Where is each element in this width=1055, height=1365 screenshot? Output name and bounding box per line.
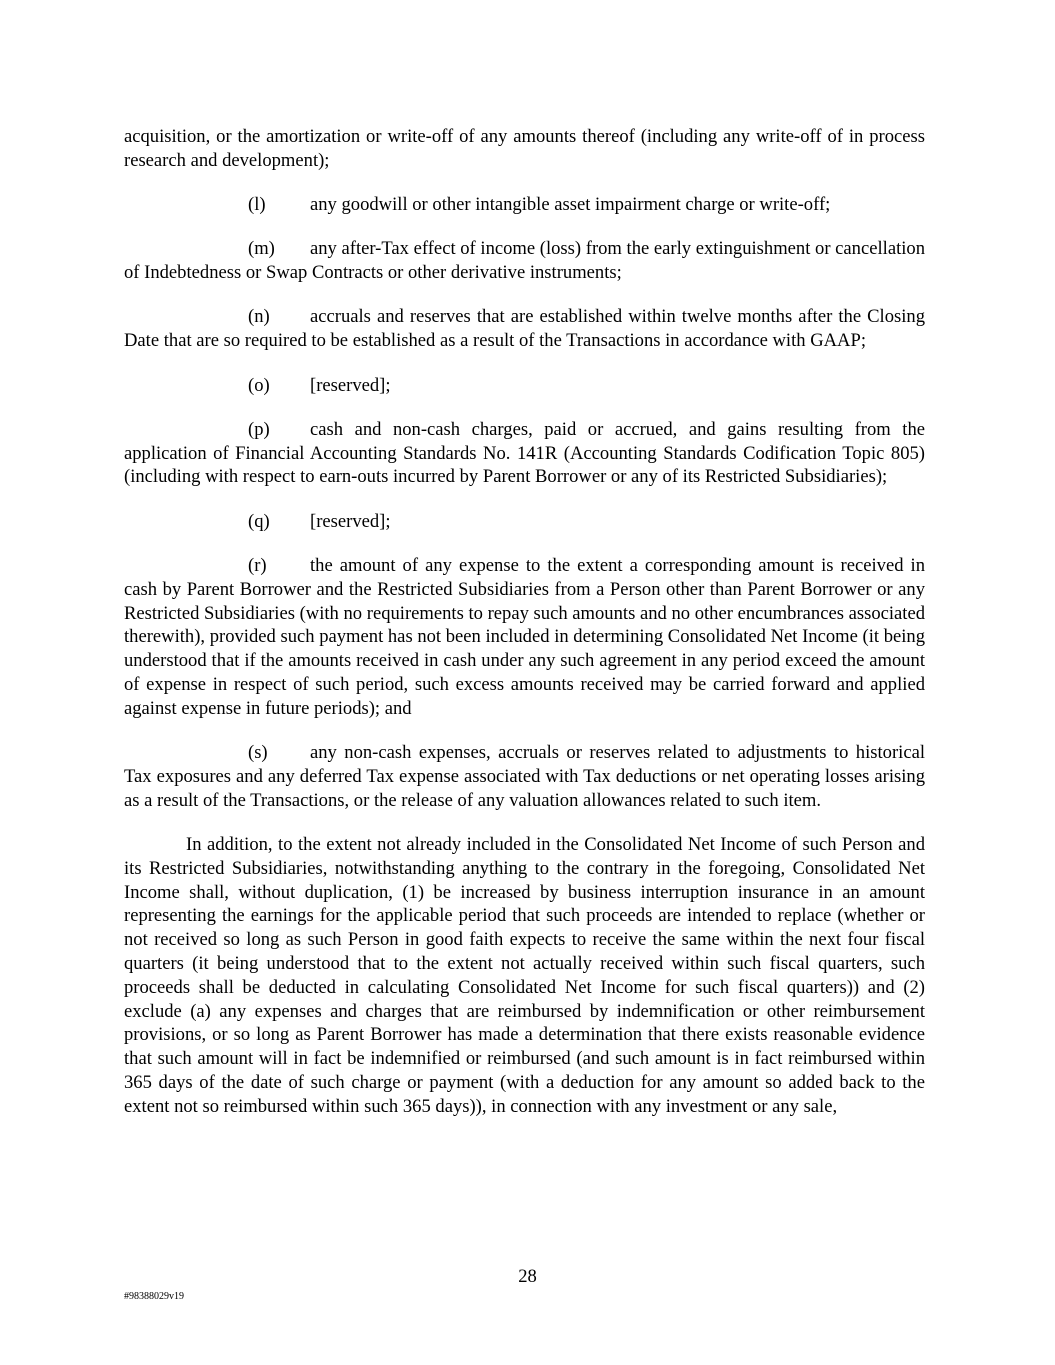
document-id: #98388029v19 [124, 1291, 184, 1302]
page-number: 28 [518, 1266, 537, 1287]
clause-marker: (r) [248, 555, 267, 577]
clause-marker: (p) [248, 418, 270, 440]
clause-text: cash and non-cash charges, paid or accrued, and gains resulting from the application of Financial Accounting Standards No. 141R (Accounting Standards Codification Topic 805) (including with respect to earn-outs incurred by Parent Borrower or any of its Restricted Subsidiaries); [124, 418, 925, 488]
clause-marker: (q) [248, 510, 270, 532]
clause-marker: (l) [248, 194, 266, 216]
clause-marker: (s) [248, 742, 268, 764]
clause-text: [reserved]; [310, 510, 391, 532]
clause-s [124, 741, 925, 812]
clause-marker: (o) [248, 374, 270, 396]
clause-r [124, 554, 925, 721]
clause-p [124, 418, 925, 489]
clause-text: any non-cash expenses, accruals or reserves related to adjustments to historical Tax exposures and any deferred Tax expense associated with Tax deductions or net operating losses arising as a result of the Transactions, or the release of any valuation allowances related to such item. [124, 742, 925, 811]
clause-n [124, 305, 925, 353]
clause-text: the amount of any expense to the extent a corresponding amount is received in cash by Parent Borrower and the Restricted Subsidiaries from a Person other than Parent Borrower or any Restricted Subsidiaries (with no requirements to repay such amounts and no other encumbrances associated therewith), provided such payment has not been included in determining Consolidated Net Income (it being understood that if the amounts received in cash under any such agreement in any period exceed the amount of expense in respect of such period, such excess amounts received may be carried forward and applied against expense in future periods); and [124, 555, 925, 719]
clause-text: any goodwill or other intangible asset impairment charge or write-off; [310, 194, 831, 216]
document-body [124, 125, 925, 1119]
clause-m [124, 237, 925, 285]
clause-l [124, 193, 925, 217]
continuation-paragraph: acquisition, or the amortization or write-off of any amounts thereof (including any write-off of in process research and development); [124, 126, 925, 171]
clause-text: any after-Tax effect of income (loss) from the early extinguishment or cancellation of Indebtedness or Swap Contracts or other derivative instruments; [124, 238, 925, 284]
clause-o [124, 374, 925, 398]
closing-paragraph: In addition, to the extent not already included in the Consolidated Net Income of such Person and its Restricted Subsidiaries, notwithstanding anything to the contrary in the foregoing, Consolidated Net Income shall, without duplication, (1) be increased by business interruption insurance in an amount representing the earnings for the applicable period that such proceeds are intended to replace (whether or not received so long as such Person in good faith expects to receive the same within the next four fiscal quarters (it being understood that to the extent not actually received within such fiscal quarters, such proceeds shall be deducted in calculating Consolidated Net Income for such fiscal quarters)) and (2) exclude (a) any expenses and charges that are reimbursed by indemnification or other reimbursement provisions, or so long as Parent Borrower has made a determination that there exists reasonable evidence that such amount will in fact be indemnified or reimbursed (and such amount is in fact reimbursed within 365 days of the date of such charge or payment (with a deduction for any amount so added back to the extent not so reimbursed within such 365 days)), in connection with any investment or any sale, [124, 834, 925, 1117]
clause-q [124, 510, 925, 534]
clause-text: accruals and reserves that are established within twelve months after the Closing Date that are so required to be established as a result of the Transactions in accordance with GAAP; [124, 306, 925, 352]
clause-text: [reserved]; [310, 374, 391, 396]
clause-marker: (n) [248, 306, 270, 328]
clause-marker: (m) [248, 238, 275, 260]
